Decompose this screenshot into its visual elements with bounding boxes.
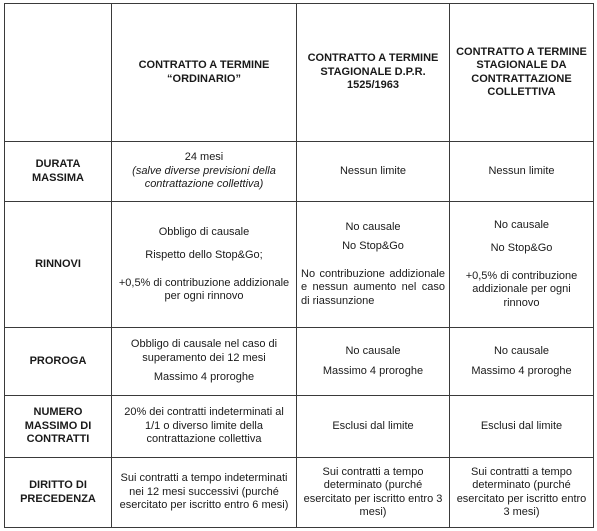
- rinnovi-cc-cell: [450, 202, 594, 328]
- header-col-stagionale-dpr-text: CONTRATTO A TERMINE STAGIONALE D.P.R. 1525/1963: [307, 52, 439, 92]
- diritto-cc-cell: [450, 458, 594, 528]
- row-durata: [5, 142, 594, 202]
- rinnovi-ordinario-a: Obbligo di causale: [158, 225, 250, 238]
- row-label-numero: [5, 396, 112, 458]
- row-label-durata-text: DURATA MASSIMA: [32, 158, 84, 184]
- header-col-stagionale-cc-text: CONTRATTO A TERMINE STAGIONALE DA CONTRATTAZIONE COLLETTIVA: [456, 45, 587, 98]
- rinnovi-cc-b: No Stop&Go: [490, 242, 553, 255]
- durata-ordinario-cell: [112, 142, 297, 202]
- row-label-diritto: [5, 458, 112, 528]
- header-empty-cell: [5, 4, 112, 142]
- durata-dpr-cell: [297, 142, 450, 202]
- numero-dpr-cell: [297, 396, 450, 458]
- header-col-ordinario: [112, 4, 297, 142]
- durata-dpr-text: Nessun limite: [339, 164, 407, 177]
- proroga-dpr-cell: [297, 328, 450, 396]
- rinnovi-ordinario-cell: [112, 202, 297, 328]
- rinnovi-dpr-cell: [297, 202, 450, 328]
- proroga-cc-b: Massimo 4 proroghe: [471, 364, 572, 377]
- row-label-durata: [5, 142, 112, 202]
- rinnovi-cc-a: No causale: [493, 218, 550, 231]
- proroga-ordinario-a: Obbligo di causale nel caso di superamento dei 12 mesi: [130, 338, 278, 364]
- diritto-ordinario-text: Sui contratti a tempo indeterminati nei 12 mesi successivi (purché esercitato per iscritto entro 6 mesi): [119, 472, 289, 512]
- diritto-cc-text: Sui contratti a tempo determinato (purché esercitato per iscritto entro 3 mesi): [456, 465, 587, 518]
- diritto-dpr-text: Sui contratti a tempo determinato (purché esercitato per iscritto entro 3 mesi): [303, 465, 443, 518]
- numero-ordinario-cell: [112, 396, 297, 458]
- numero-cc-cell: [450, 396, 594, 458]
- numero-ordinario-text: 20% dei contratti indeterminati al 1/1 o diverso limite della contrattazione collettiva: [124, 406, 284, 446]
- proroga-ordinario-cell: [112, 328, 297, 396]
- durata-cc-text: Nessun limite: [488, 164, 555, 177]
- row-label-numero-text: NUMERO MASSIMO DI CONTRATTI: [24, 406, 92, 446]
- rinnovi-ordinario-b: Rispetto dello Stop&Go;: [145, 249, 263, 261]
- durata-ordinario-note: (salve diverse previsioni della contrattazione collettiva): [132, 164, 276, 191]
- proroga-cc-cell: [450, 328, 594, 396]
- row-label-rinnovi-text: RINNOVI: [35, 257, 81, 270]
- row-label-diritto-text: DIRITTO DI PRECEDENZA: [20, 479, 96, 505]
- row-rinnovi: [5, 202, 594, 328]
- row-label-proroga-text: PROROGA: [29, 354, 87, 367]
- numero-dpr-text: Esclusi dal limite: [332, 419, 414, 432]
- row-proroga: [5, 328, 594, 396]
- diritto-ordinario-cell: [112, 458, 297, 528]
- comparison-table: [4, 3, 594, 528]
- rinnovi-dpr-c: No contribuzione addizionale e nessun aumento nel caso di riassunzione: [301, 267, 445, 307]
- diritto-dpr-cell: [297, 458, 450, 528]
- proroga-dpr-b: Massimo 4 proroghe: [322, 364, 424, 377]
- rinnovi-ordinario-c: +0,5% di contribuzione addizionale per ogni rinnovo: [118, 276, 290, 302]
- header-row: [5, 4, 594, 142]
- durata-ordinario-main: 24 mesi: [184, 151, 224, 164]
- proroga-ordinario-b: Massimo 4 proroghe: [153, 371, 255, 384]
- header-col-ordinario-text: CONTRATTO A TERMINE “ORDINARIO”: [138, 59, 270, 85]
- header-col-stagionale-cc: [450, 4, 594, 142]
- rinnovi-dpr-b: No Stop&Go: [342, 240, 404, 253]
- row-label-rinnovi: [5, 202, 112, 328]
- durata-cc-cell: [450, 142, 594, 202]
- row-label-proroga: [5, 328, 112, 396]
- proroga-cc-a: No causale: [493, 345, 550, 357]
- numero-cc-text: Esclusi dal limite: [480, 419, 563, 432]
- rinnovi-dpr-a: No causale: [345, 220, 401, 233]
- header-col-stagionale-dpr: [297, 4, 450, 142]
- rinnovi-cc-c: +0,5% di contribuzione addizionale per ogni rinnovo: [465, 269, 578, 309]
- row-diritto: [5, 458, 594, 528]
- row-numero: [5, 396, 594, 458]
- proroga-dpr-a: No causale: [345, 345, 401, 357]
